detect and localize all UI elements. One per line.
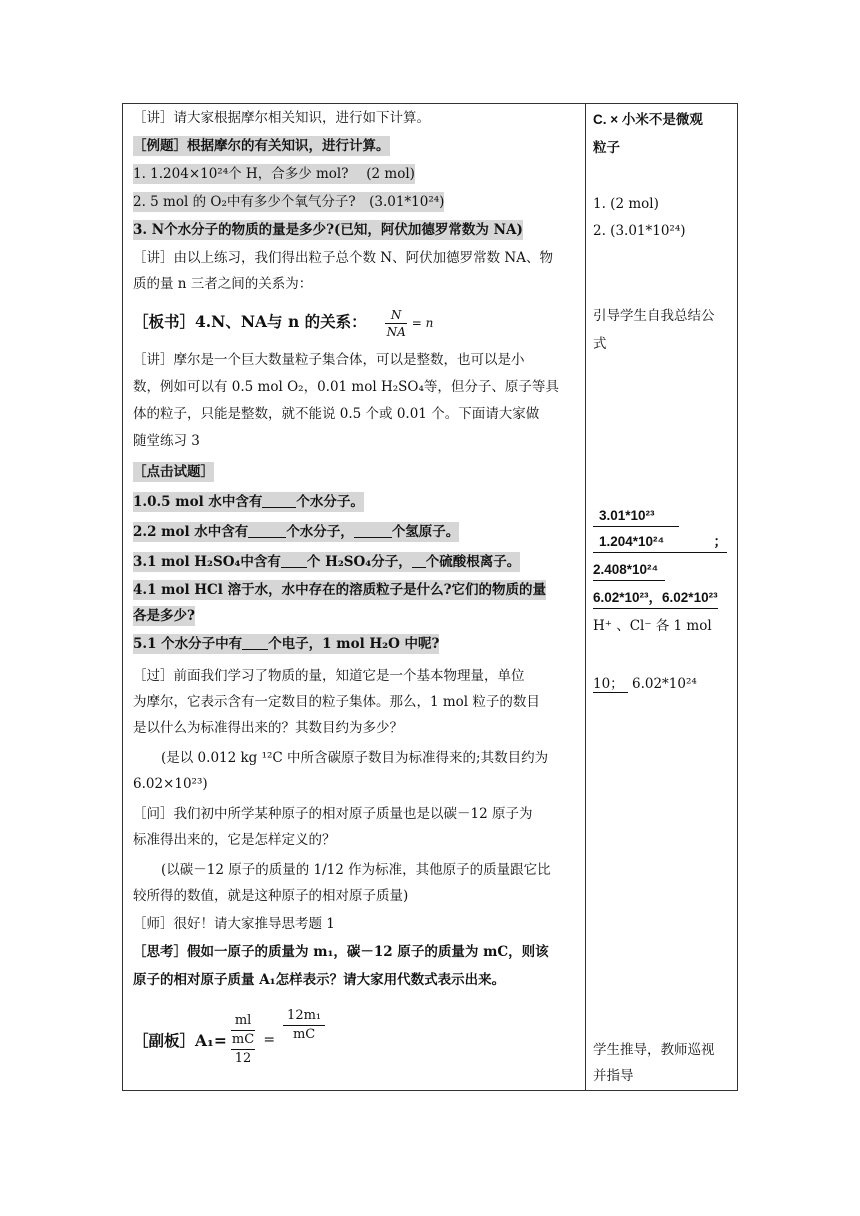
compound-fraction [231, 1012, 256, 1068]
lecture-line-3b: 数，例如可以有 0.5 mol O₂，0.01 mol H₂SO₄等，但分子、原子等具 [133, 379, 559, 395]
question-1-text: 1.0.5 mol 水中含有 [133, 494, 263, 510]
transition-line-1: ［过］前面我们学习了物质的量，知道它是一个基本物理量，单位 [133, 668, 525, 684]
example-3: 3. N个水分子的物质的量是多少?(已知，阿伏加德罗常数为 NA) [133, 222, 523, 238]
note-derive-1: 学生推导，教师巡视 [593, 1042, 715, 1058]
transition-line-3: 是以什么为标准得出来的？其数目约为多少？ [133, 720, 403, 736]
lecture-line-2b: 质的量 n 三者之间的关系为： [133, 276, 313, 292]
exercise-answer-3: 6.02*10²³，6.02*10²³ [593, 588, 718, 609]
simple-numerator: 12m₁ [283, 1007, 325, 1026]
exercise-answer-2-sep: ； [713, 534, 727, 549]
exercise-answer-1: 3.01*10²³ [593, 506, 679, 527]
question-2 [133, 522, 459, 542]
answer-line-2: 6.02×10²³) [133, 776, 208, 792]
note-answer-2: 2. (3.01*10²⁴) [593, 223, 686, 239]
question-3-text-mid: 个 H₂SO₄分子， [306, 554, 412, 570]
exercise-answer-5b: 6.02*10²⁴ [631, 676, 697, 692]
example-2: 2. 5 mol 的 O₂中有多少个氧气分子? (3.01*10²⁴) [133, 194, 445, 210]
compound-denominator-top: mC [231, 1032, 255, 1047]
teacher-line: ［师］很好！请大家推导思考题 1 [133, 916, 335, 932]
note-derive-2: 并指导 [593, 1068, 634, 1084]
question-5 [133, 634, 439, 654]
question-1 [133, 492, 364, 512]
compound-numerator: ml [231, 1012, 256, 1031]
equals-sign: = [263, 1032, 276, 1048]
question-1-text-end: 个水分子。 [296, 494, 364, 510]
example-1: 1. 1.204×10²⁴个 H，合多少 mol? (2 mol) [133, 166, 415, 182]
transition-line-2: 为摩尔，它表示含有一定数目的粒子集体。那么，1 mol 粒子的数目 [133, 694, 540, 710]
fraction-denominator: NA [386, 325, 406, 339]
lecture-line: ［讲］请大家根据摩尔相关知识，进行如下计算。 [133, 110, 430, 126]
question-2-text-mid: 个水分子， [286, 524, 354, 540]
answer-line-1: (是以 0.012 kg ¹²C 中所含碳原子数目为标准得来的;其数目约为 [161, 750, 549, 766]
exercise-answer-2-value: 1.204*10²⁴ [599, 534, 665, 549]
question-line-1: ［问］我们初中所学某种原子的相对原子质量也是以碳－12 原子为 [133, 806, 533, 822]
lecture-line-3d: 随堂练习 3 [133, 433, 200, 449]
board-label: ［板书］4.N、NA与 n 的关系： [133, 312, 367, 331]
lecture-line-2a: ［讲］由以上练习，我们得出粒子总个数 N、阿伏加德罗常数 NA、物 [133, 250, 553, 266]
note-answer-c-cont: 粒子 [593, 140, 620, 155]
simple-fraction [283, 1007, 325, 1044]
lecture-line-3c: 体的粒子，只能是整数，就不能说 0.5 个或 0.01 个。下面请大家做 [133, 406, 540, 422]
question-2-text: 2.2 mol 水中含有 [133, 524, 249, 540]
question-4b: 各是多少? [133, 608, 195, 624]
exercise-answer-5a: 10； [593, 676, 628, 693]
compound-denominator-bottom: 12 [231, 1049, 256, 1068]
blank-field [354, 524, 392, 538]
blank-field [412, 554, 426, 568]
note-answer-1: 1. (2 mol) [593, 196, 659, 212]
sub-board-label: ［副板］A₁= [133, 1031, 227, 1050]
question-3-text: 3.1 mol H₂SO₄中含有 [133, 554, 281, 570]
exercise-answer-2 [593, 532, 727, 553]
definition-line-2: 较所得的数值，就是这种原子的相对原子质量) [133, 888, 409, 904]
think-line-2: 原子的相对原子质量 A₁怎样表示？请大家用代数式表示出来。 [133, 972, 506, 988]
lecture-line-3a: ［讲］摩尔是一个巨大数量粒子集合体，可以是整数，也可以是小 [133, 352, 525, 368]
blank-field [281, 554, 307, 568]
question-5-text-end: 个电子，1 mol H₂O 中呢? [268, 636, 440, 652]
exercise-answer-2b: 2.408*10²⁴ [593, 560, 665, 581]
fraction-rhs: = n [411, 316, 434, 330]
exercise-answer-5 [593, 674, 697, 694]
note-guide-1: 引导学生自我总结公 [593, 308, 715, 324]
exercise-heading: ［点击试题］ [133, 464, 214, 480]
question-line-2: 标准得出来的，它是怎样定义的？ [133, 832, 336, 848]
example-heading: ［例题］根据摩尔的有关知识，进行计算。 [133, 138, 390, 154]
blank-field [242, 636, 268, 650]
n-over-na-fraction [385, 307, 408, 340]
sub-board-formula [133, 1007, 325, 1068]
question-5-text: 5.1 个水分子中有 [133, 636, 243, 652]
question-2-text-end: 个氢原子。 [391, 524, 460, 540]
question-4a: 4.1 mol HCl 溶于水，水中存在的溶质粒子是什么?它们的物质的量 [133, 582, 547, 598]
question-3 [133, 552, 520, 572]
blank-field [248, 524, 286, 538]
exercise-answer-4: H⁺ 、Cl⁻ 各 1 mol [593, 618, 712, 634]
simple-denominator: mC [292, 1026, 316, 1042]
definition-line-1: (以碳－12 原子的质量的 1/12 作为标准，其他原子的质量跟它比 [161, 862, 551, 878]
lesson-table [122, 103, 738, 1091]
note-guide-2: 式 [593, 336, 607, 352]
fraction-numerator: N [385, 307, 408, 324]
blank-field [262, 494, 296, 508]
note-answer-c: C. × 小米不是微观 [593, 112, 703, 127]
board-formula [133, 304, 433, 341]
question-3-text-end: 个硫酸根离子。 [425, 554, 521, 570]
column-divider [585, 104, 586, 1090]
think-line-1: ［思考］假如一原子的质量为 m₁，碳－12 原子的质量为 mC，则该 [133, 944, 549, 960]
